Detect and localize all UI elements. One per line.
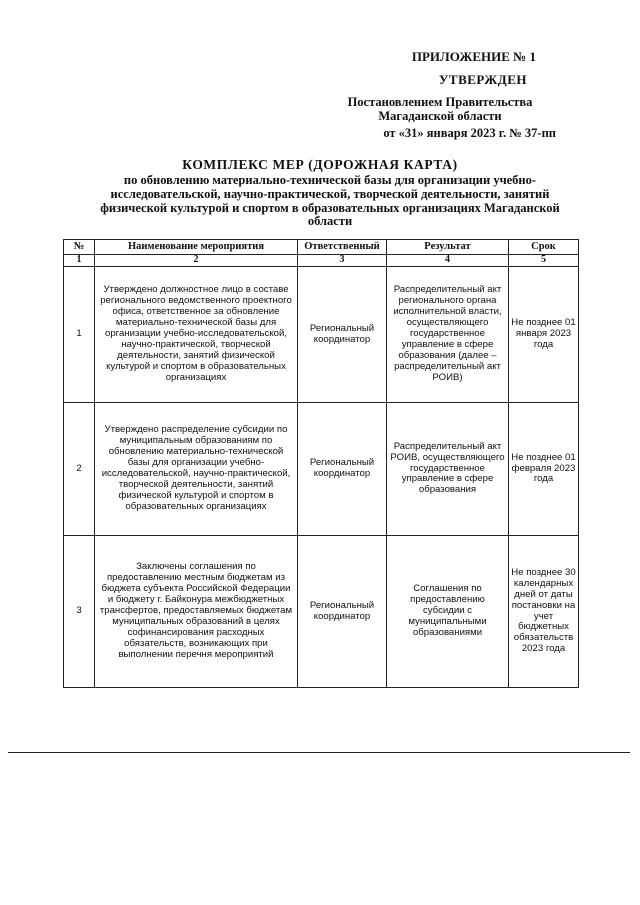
header-deadline: Срок — [509, 240, 579, 255]
header-responsible: Ответственный — [298, 240, 387, 255]
responsible: Региональный координатор — [298, 403, 387, 536]
result: Распределительный акт РОИВ, осуществляющего государственное управление в сфере образования — [387, 403, 509, 536]
activity-name: Утверждено распределение субсидии по муниципальным образованиям по обновлению материально-технической базы для организации учебно-исследовательской, научно-практической, творческой деятельности, занятий физической культурой и спортом в образовательных организациях — [95, 403, 298, 536]
header-activity: Наименование мероприятия — [95, 240, 298, 255]
row-number: 1 — [64, 267, 95, 403]
deadline: Не позднее 30 календарных дней от даты постановки на учет бюджетных обязательств 2023 года — [509, 536, 579, 688]
document-subtitle: по обновлению материально-технической базы для организации учебно-исследовательской, научно-практической, творческой деятельности, занятий физической культурой и спортом в образовательных организациях Магаданской области — [100, 173, 560, 229]
result: Распределительный акт регионального органа исполнительной власти, осуществляющего государственное управление в сфере образования (далее – распределительный акт РОИВ) — [387, 267, 509, 403]
table-row — [64, 267, 579, 403]
column-number: 5 — [509, 255, 579, 267]
table-row — [64, 536, 579, 688]
header-number: № — [64, 240, 95, 255]
decree-reference: Постановлением Правительства Магаданской области — [347, 95, 533, 123]
table-header-row — [64, 240, 579, 255]
responsible: Региональный координатор — [298, 536, 387, 688]
roadmap-table — [63, 239, 579, 688]
decree-date: от «31» января 2023 г. № 37-пп — [383, 126, 556, 140]
header-result: Результат — [387, 240, 509, 255]
column-number-row — [64, 255, 579, 267]
responsible: Региональный координатор — [298, 267, 387, 403]
deadline: Не позднее 01 января 2023 года — [509, 267, 579, 403]
deadline: Не позднее 01 февраля 2023 года — [509, 403, 579, 536]
row-number: 2 — [64, 403, 95, 536]
column-number: 1 — [64, 255, 95, 267]
activity-name: Заключены соглашения по предоставлению местным бюджетам из бюджета субъекта Российской Федерации и бюджету г. Байконура межбюджетных трансфертов, предоставляемых бюджетам муниципальных образований в целях софинансирования расходных обязательств, возникающих при выполнении перечня мероприятий — [95, 536, 298, 688]
footer-divider — [8, 752, 630, 753]
column-number: 4 — [387, 255, 509, 267]
row-number: 3 — [64, 536, 95, 688]
document-title: КОМПЛЕКС МЕР (ДОРОЖНАЯ КАРТА) — [182, 157, 458, 172]
result: Соглашения по предоставлению субсидии с муниципальными образованиями — [387, 536, 509, 688]
column-number: 3 — [298, 255, 387, 267]
appendix-number: ПРИЛОЖЕНИЕ № 1 — [411, 49, 536, 64]
activity-name: Утверждено должностное лицо в составе регионального ведомственного проектного офиса, ответственное за обновление материально-технической базы для организации учебно-исследовательской, научно-практической, творческой деятельности, занятий физической культурой и спортом в образовательных организациях — [95, 267, 298, 403]
column-number: 2 — [95, 255, 298, 267]
approved-label: УТВЕРЖДЕН — [438, 72, 527, 87]
table-row — [64, 403, 579, 536]
